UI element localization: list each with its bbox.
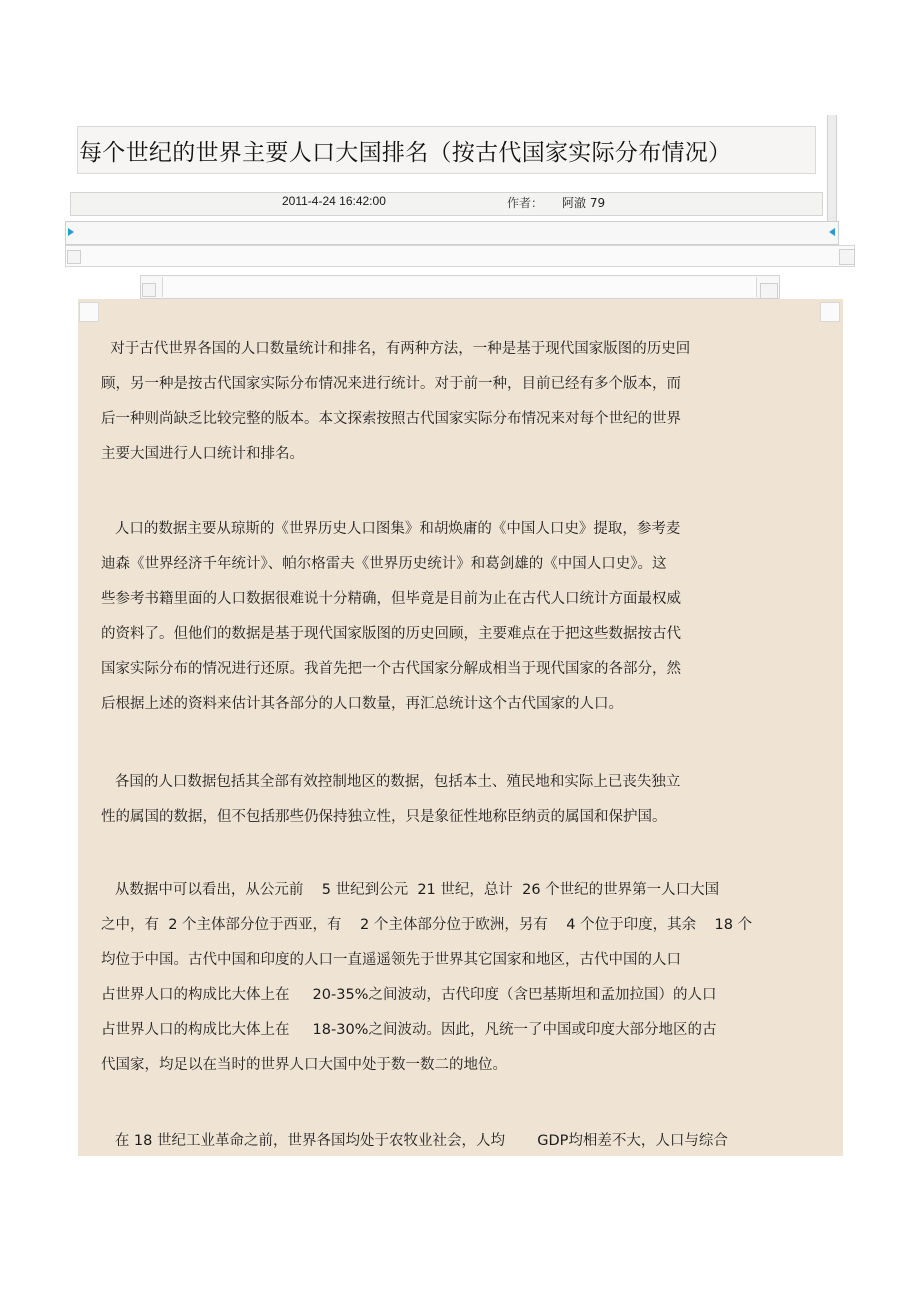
page-title: 每个世纪的世界主要人口大国排名（按古代国家实际分布情况） (79, 140, 732, 166)
corner-icon (142, 283, 156, 297)
publish-date: 2011-4-24 16:42:00 (282, 194, 386, 208)
paragraph-line: 各国的人口数据包括其全部有效控制地区的数据，包括本土、殖民地和实际上已丧失独立 (101, 774, 681, 790)
paragraph-line: 占世界人口的构成比大体上在 18-30%之间波动。因此，凡统一了中国或印度大部分地区的古 (101, 1022, 717, 1038)
corner-icon (760, 283, 778, 299)
paragraph-line: 些参考书籍里面的人口数据很难说十分精确，但毕竟是目前为止在古代人口统计方面最权威 (101, 591, 681, 607)
toolbar (65, 221, 839, 245)
paragraph-line: 人口的数据主要从琼斯的《世界历史人口图集》和胡焕庸的《中国人口史》提取，参考麦 (101, 521, 681, 537)
corner-icon (839, 249, 855, 265)
paragraph-line: 代国家，均足以在当时的世界人口大国中处于数一数二的地位。 (101, 1057, 507, 1073)
paragraph-line: 从数据中可以看出，从公元前 5 世纪到公元 21 世纪，总计 26 个世纪的世界第一人口大国 (101, 882, 720, 898)
paragraph-line: 迪森《世界经济千年统计》、帕尔格雷夫《世界历史统计》和葛剑雄的《中国人口史》。这 (101, 556, 667, 572)
corner-icon (67, 250, 81, 264)
author-name[interactable]: 阿澈 79 (562, 196, 606, 210)
paragraph-line: 均位于中国。古代中国和印度的人口一直遥遥领先于世界其它国家和地区，古代中国的人口 (101, 952, 681, 968)
paragraph-line: 后根据上述的资料来估计其各部分的人口数量，再汇总统计这个古代国家的人口。 (101, 696, 623, 712)
paragraph-line: 顾，另一种是按古代国家实际分布情况来进行统计。对于前一种，目前已经有多个版本，而 (101, 376, 681, 392)
paragraph-line: 性的属国的数据，但不包括那些仍保持独立性，只是象征性地称臣纳贡的属国和保护国。 (101, 809, 667, 825)
frame-bar-center (162, 277, 757, 297)
author-label: 作者： (507, 196, 544, 210)
paragraph-line: 主要大国进行人口统计和排名。 (101, 446, 304, 462)
corner-icon (79, 302, 99, 322)
paragraph-line: 后一种则尚缺乏比较完整的版本。本文探索按照古代国家实际分布情况来对每个世纪的世界 (101, 411, 681, 427)
frame-bar (65, 245, 855, 267)
paragraph-line: 的资料了。但他们的数据是基于现代国家版图的历史回顾，主要难点在于把这些数据按古代 (101, 626, 681, 642)
paragraph-line: 占世界人口的构成比大体上在 20-35%之间波动，古代印度（含巴基斯坦和孟加拉国）的人口 (101, 987, 717, 1003)
paragraph-line: 对于古代世界各国的人口数量统计和排名，有两种方法，一种是基于现代国家版图的历史回 (101, 341, 691, 357)
paragraph-line: 之中，有 2 个主体部分位于西亚，有 2 个主体部分位于欧洲，另有 4 个位于印度，其余 18 个 (101, 917, 753, 933)
paragraph-line: 国家实际分布的情况进行还原。我首先把一个古代国家分解成相当于现代国家的各部分，然 (101, 661, 681, 677)
arrow-right-icon[interactable] (829, 228, 835, 236)
arrow-left-icon[interactable] (68, 228, 74, 236)
paragraph-line: 在 18 世纪工业革命之前，世界各国均处于农牧业社会，人均 GDP均相差不大，人口与综合 (101, 1133, 728, 1149)
meta-bar (70, 192, 823, 216)
corner-icon (820, 302, 840, 322)
